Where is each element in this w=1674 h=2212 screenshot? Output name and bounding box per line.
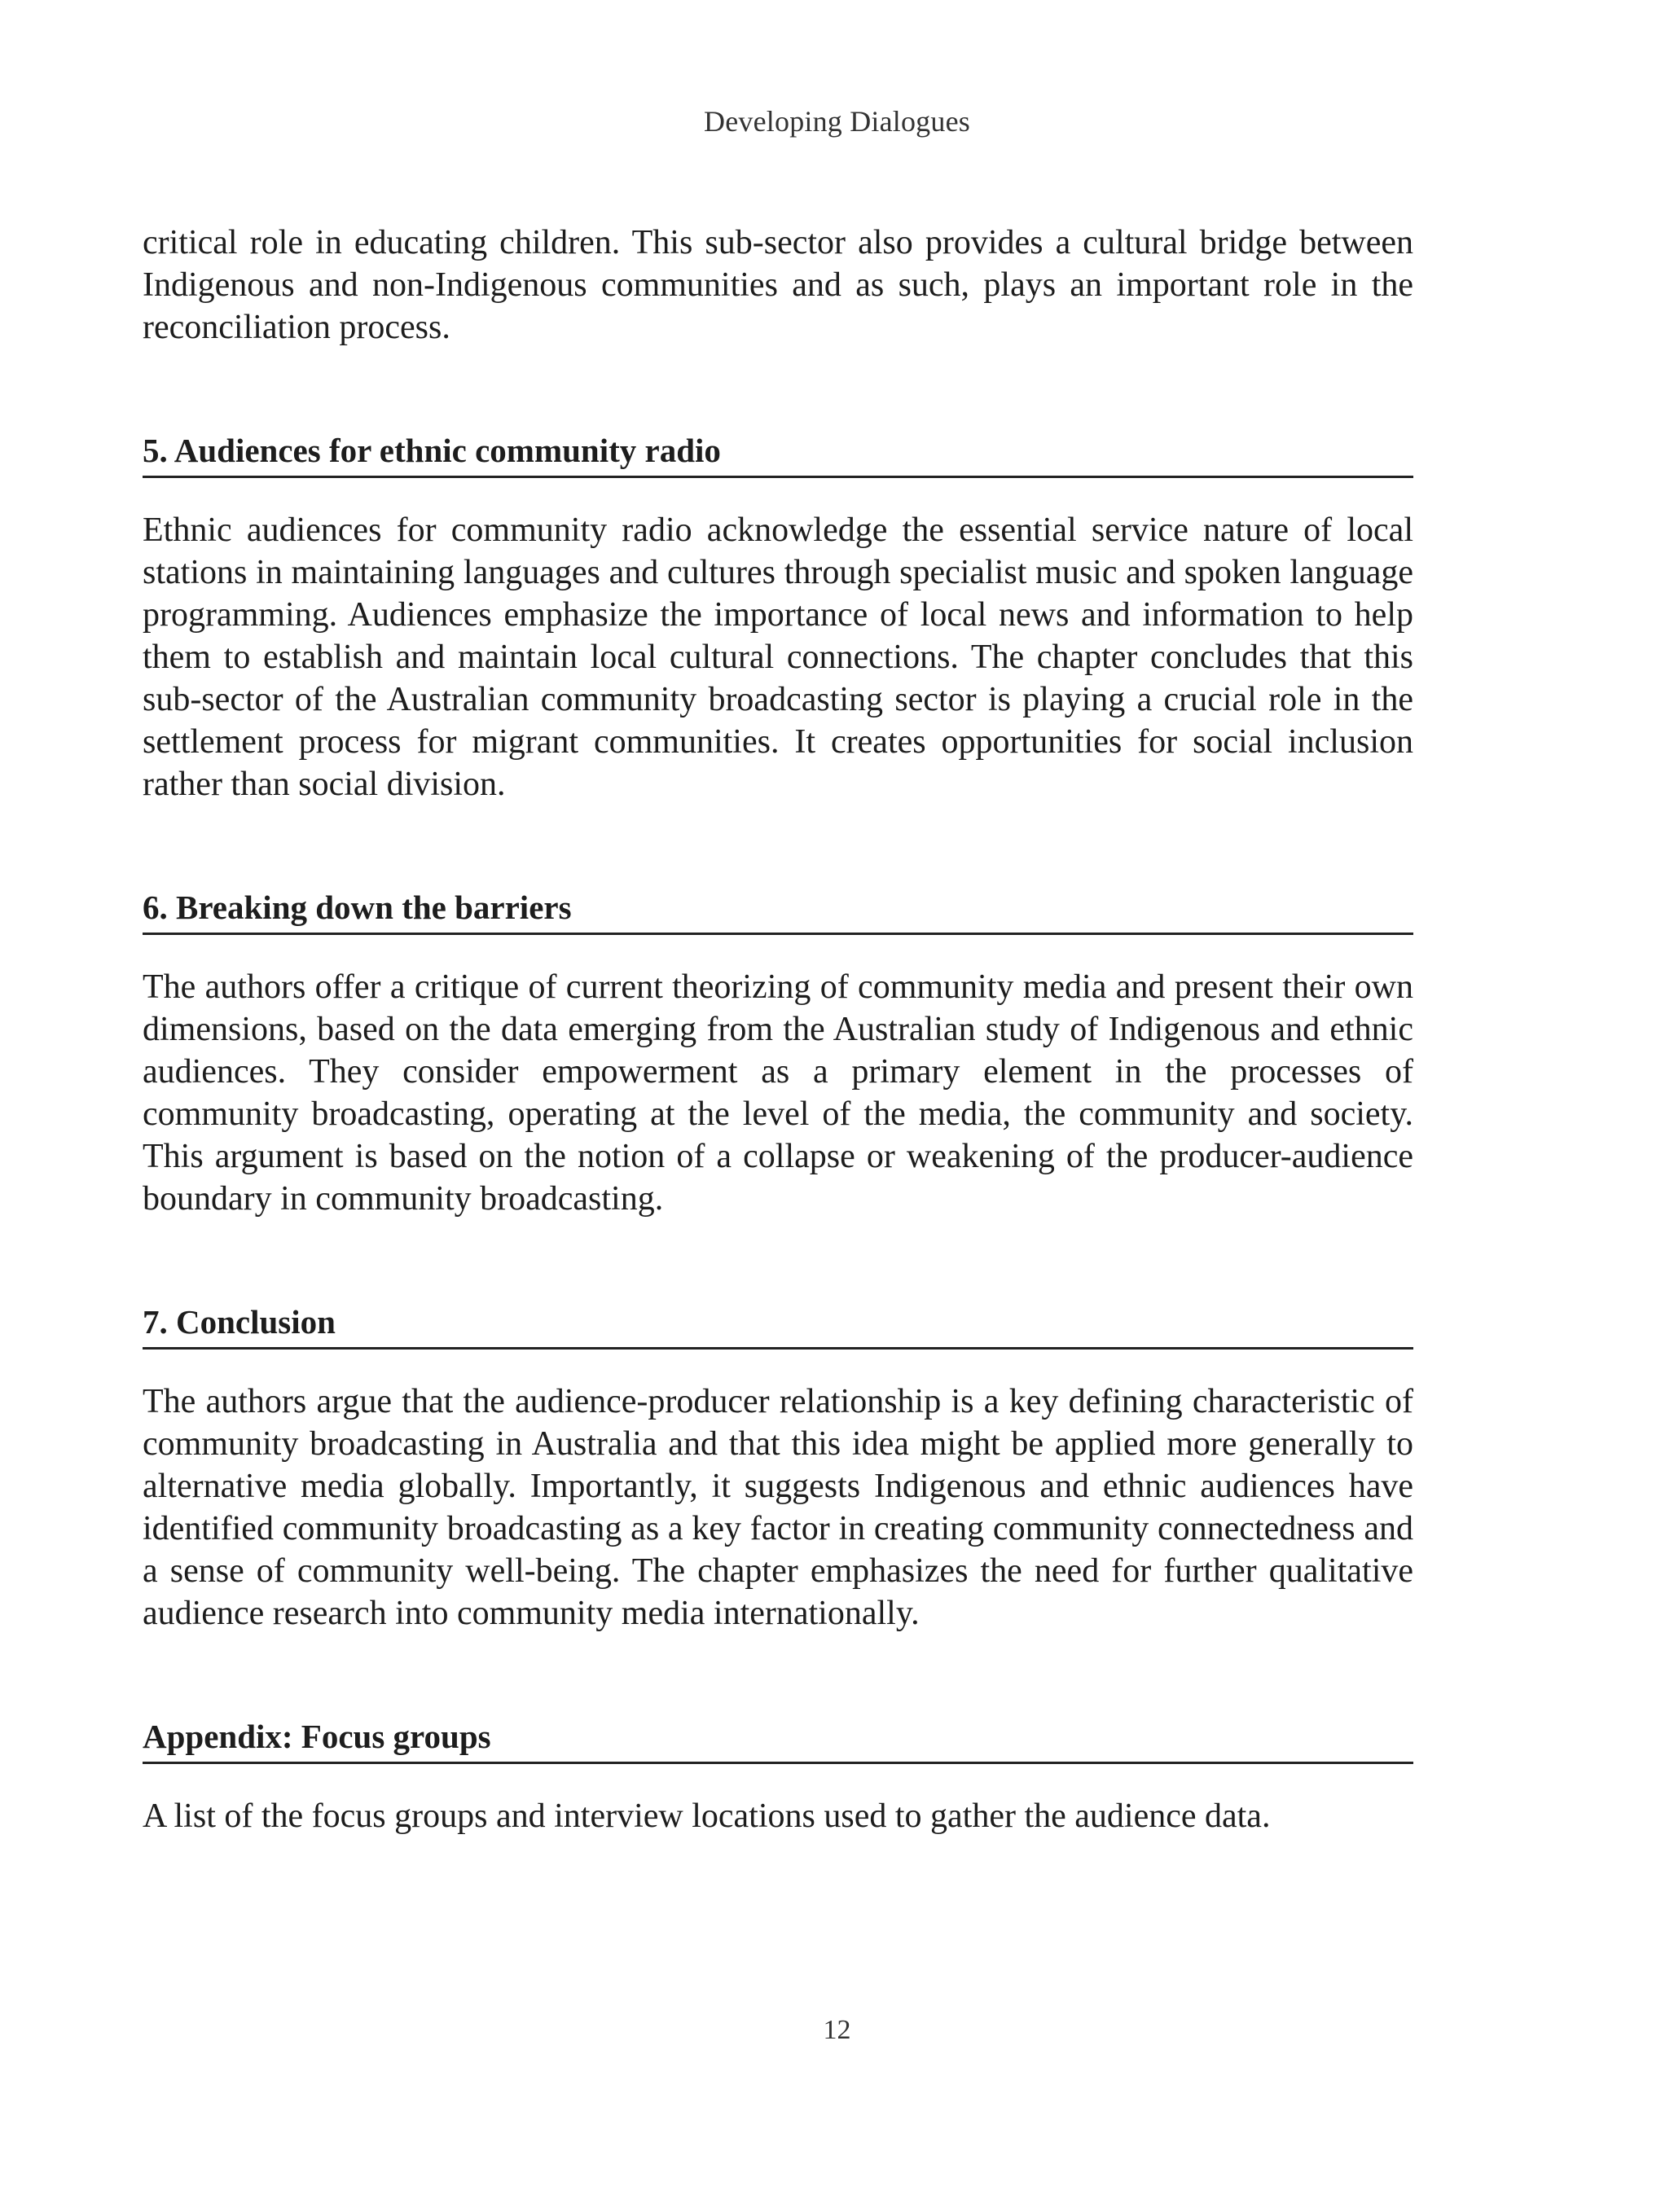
running-header: Developing Dialogues — [704, 105, 970, 138]
section-paragraph: The authors argue that the audience-producer relationship is a key defining characteristic of community broadcasting in Australia and that this idea might be applied more generally to alternative media globally. Importantly, it suggests Indigenous and ethnic audiences have identified community broadcasting as a key factor in creating community connectedness and a sense of community well-being. The chapter emphasizes the need for further qualitative audience research into community media internationally. — [143, 1383, 1413, 1632]
section-breaking-down-barriers — [143, 887, 1413, 1220]
section-heading: 5. Audiences for ethnic community radio — [143, 430, 1413, 478]
section-heading: Appendix: Focus groups — [143, 1716, 1413, 1764]
section-paragraph: Ethnic audiences for community radio acknowledge the essential service nature of local stations in maintaining languages and cultures through specialist music and spoken language programming. Audiences emphasize the importance of local news and information to help them to establish and maintain local cultural connections. The chapter concludes that this sub-sector of the Australian community broadcasting sector is playing a crucial role in the settlement process for migrant communities. It creates opportunities for social inclusion rather than social division. — [143, 511, 1413, 803]
page-number: 12 — [823, 2015, 851, 2045]
section-paragraph: The authors offer a critique of current theorizing of community media and present their own dimensions, based on the data emerging from the Australian study of Indigenous and ethnic audiences. They consider empowerment as a primary element in the processes of community broadcasting, operating at the level of the media, the community and society. This argument is based on the notion of a collapse or weakening of the producer-audience boundary in community broadcasting. — [143, 968, 1413, 1218]
section-appendix-focus-groups — [143, 1716, 1413, 1837]
section-paragraph: A list of the focus groups and interview locations used to gather the audience data. — [143, 1797, 1271, 1835]
section-heading: 6. Breaking down the barriers — [143, 887, 1413, 935]
section-conclusion — [143, 1301, 1413, 1635]
page-content — [143, 222, 1413, 1837]
section-audiences-ethnic-radio — [143, 430, 1413, 805]
intro-paragraph: critical role in educating children. This sub-sector also provides a cultural bridge between Indigenous and non-Indigenous communities and as such, plays an important role in the reconciliation process. — [143, 224, 1413, 346]
section-heading: 7. Conclusion — [143, 1301, 1413, 1350]
